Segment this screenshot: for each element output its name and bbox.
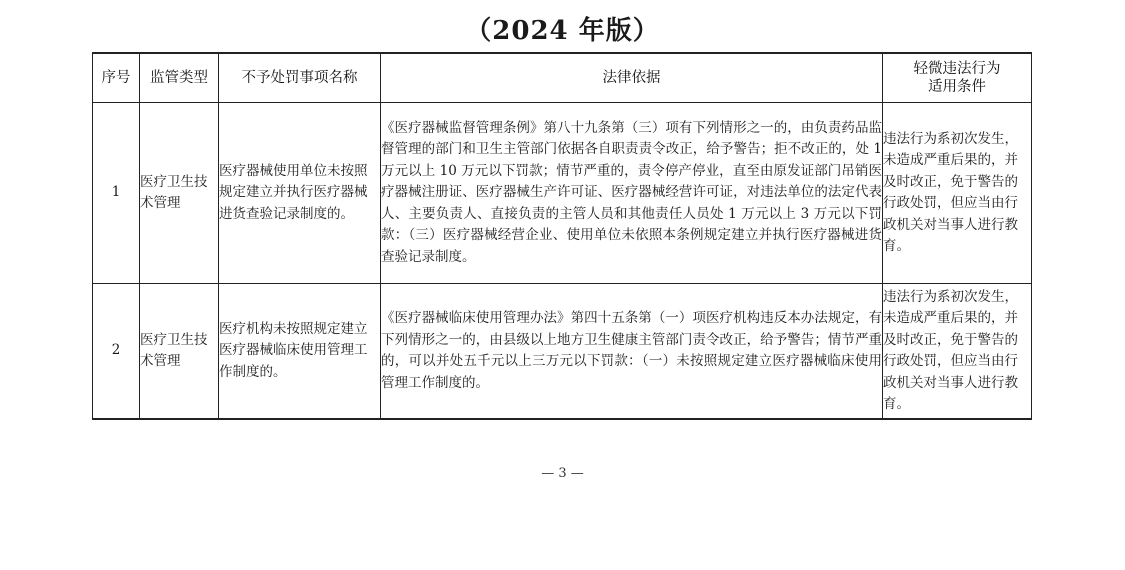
exemption-item: 医疗机构未按照规定建立医疗器械临床使用管理工作制度的。	[219, 284, 381, 420]
header-item: 不予处罚事项名称	[219, 53, 381, 103]
header-type: 监管类型	[140, 53, 219, 103]
legal-basis: 《医疗器械临床使用管理办法》第四十五条第（一）项医疗机构违反本办法规定，有下列情形之一的，由县级以上地方卫生健康主管部门责令改正，给予警告；情节严重的，可以并处五千元以上三万元以下罚款：（一）未按照规定建立医疗器械临床使用管理工作制度的。	[381, 284, 883, 420]
table-row	[93, 103, 1032, 284]
penalty-exemption-table	[92, 52, 1032, 420]
page-number: — 3 —	[541, 466, 584, 481]
table-header-row	[93, 53, 1032, 103]
row-number: 2	[93, 284, 140, 420]
row-number: 1	[93, 103, 140, 284]
header-law: 法律依据	[381, 53, 883, 103]
header-no: 序号	[93, 53, 140, 103]
table-row	[93, 284, 1032, 420]
header-condition	[883, 53, 1032, 103]
legal-basis: 《医疗器械监督管理条例》第八十九条第（三）项有下列情形之一的，由负责药品监督管理的部门和卫生主管部门依据各自职责责令改正，给予警告；拒不改正的，处 1 万元以上 10 万元以下罚款；情节严重的，责令停产停业，直至由原发证部门吊销医疗器械注册证、医疗器械生产许可证、医疗器械经营许可证，对违法单位的法定代表人、主要负责人、直接负责的主管人员和其他责任人员处 1 万元以上 3 万元以下罚款：（三）医疗器械经营企业、使用单位未依照本条例规定建立并执行医疗器械进货查验记录制度。	[381, 103, 883, 284]
applicable-condition: 违法行为系初次发生，未造成严重后果的，并及时改正，免于警告的行政处罚，但应当由行政机关对当事人进行教育。	[883, 103, 1032, 284]
supervision-type: 医疗卫生技术管理	[140, 103, 219, 284]
header-condition-line1: 轻微违法行为	[913, 61, 1001, 77]
page-title: （2024 年版）	[465, 16, 660, 46]
supervision-type: 医疗卫生技术管理	[140, 284, 219, 420]
header-condition-line2: 适用条件	[928, 79, 986, 95]
applicable-condition: 违法行为系初次发生，未造成严重后果的，并及时改正，免于警告的行政处罚，但应当由行政机关对当事人进行教育。	[883, 284, 1032, 420]
exemption-item: 医疗器械使用单位未按照规定建立并执行医疗器械进货查验记录制度的。	[219, 103, 381, 284]
